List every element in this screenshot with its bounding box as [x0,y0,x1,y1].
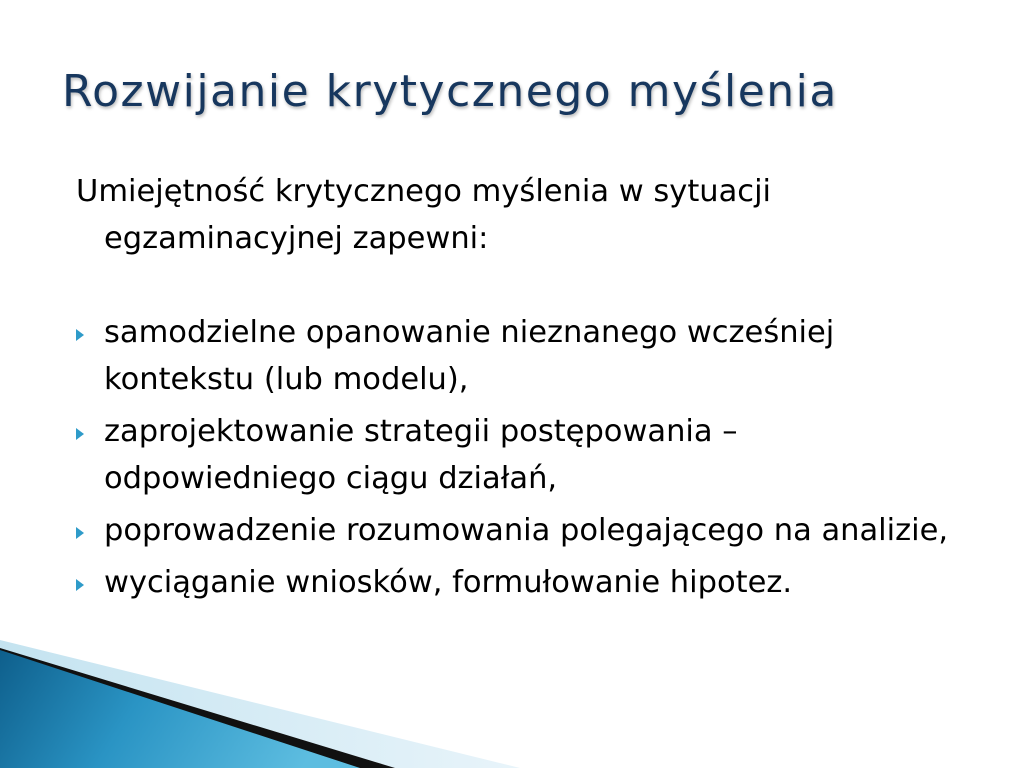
intro-text: Umiejętność krytycznego myślenia w sytuacji egzaminacyjnej zapewni: [76,174,772,256]
slide-title: Rozwijanie krytycznego myślenia [62,66,838,117]
bullet-item [76,559,976,606]
bullet-text: zaprojektowanie strategii postępowania – odpowiedniego ciągu działań, [104,414,738,496]
triangle-right-icon [76,527,84,539]
bullet-text: poprowadzenie rozumowania polegającego na analizie, [104,513,949,548]
triangle-right-icon [76,579,84,591]
slide-body [76,168,976,611]
triangle-right-icon [76,329,84,341]
bullet-item [76,408,976,502]
bullet-item [76,309,976,403]
bullet-text: wyciąganie wniosków, formułowanie hipotez. [104,565,793,600]
bullet-list [76,309,976,606]
triangle-right-icon [76,428,84,440]
bullet-item [76,507,976,554]
bullet-text: samodzielne opanowanie nieznanego wcześniej kontekstu (lub modelu), [104,315,835,397]
